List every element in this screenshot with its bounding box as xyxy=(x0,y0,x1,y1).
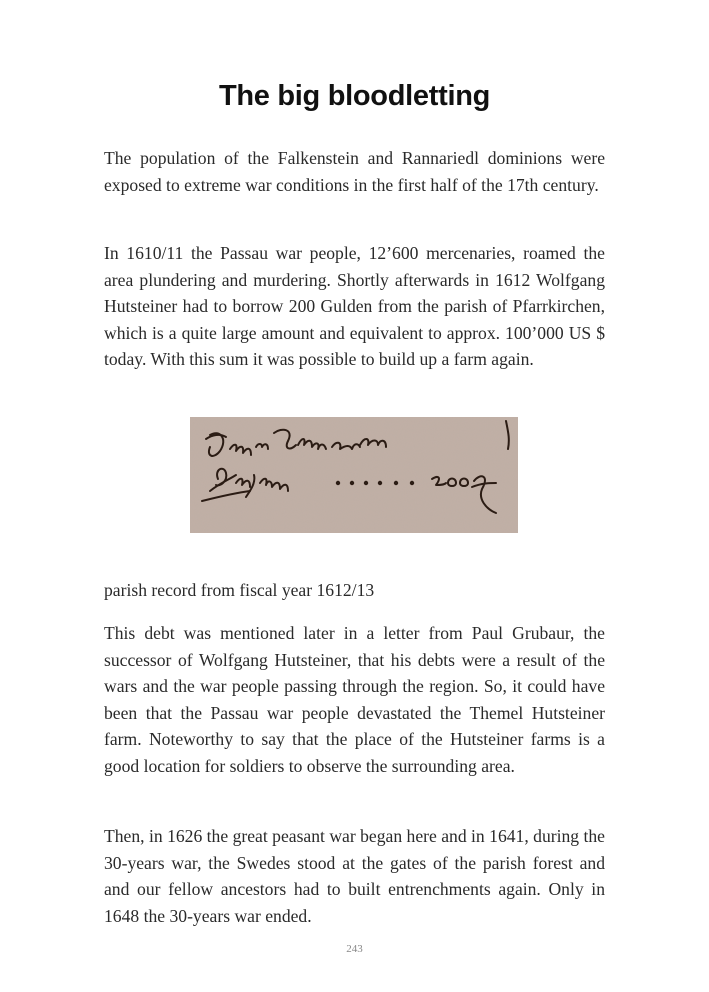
image-caption: parish record from fiscal year 1612/13 xyxy=(104,580,375,600)
parish-record-image xyxy=(190,417,518,533)
paragraph-peasant-war: Then, in 1626 the great peasant war began here and in 1641, during the 30-years war, the Swedes stood at the gates of the parish forest and and our fellow ancestors had to built entrenchments again. Only in 1648 the 30-years war ended. xyxy=(104,826,605,926)
paragraph-passau-war: In 1610/11 the Passau war people, 12’600 mercenaries, roamed the area plundering and murdering. Shortly afterwards in 1612 Wolfgang Hutsteiner had to borrow 200 Gulden from the parish of Pfarrkirchen, which is a quite large amount and equivalent to approx. 100’000 US $ today. With this sum it was possible to build up a farm again. xyxy=(104,243,605,369)
paragraph-debt: This debt was mentioned later in a letter from Paul Grubaur, the successor of Wolfgang Hutsteiner, that his debts were a result of the wars and the war people passing through the region. So, it could have been that the Passau war people devastated the Themel Hutsteiner farm. Noteworthy to say that the place of the Hutsteiner farms is a good location for soldiers to observe the surrounding area. xyxy=(104,623,605,776)
page-title: The big bloodletting xyxy=(218,80,491,112)
page-number: 243 xyxy=(346,943,363,955)
paragraph-intro: The population of the Falkenstein and Rannariedl dominions were exposed to extreme war conditions in the first half of the 17th century. xyxy=(104,148,605,195)
